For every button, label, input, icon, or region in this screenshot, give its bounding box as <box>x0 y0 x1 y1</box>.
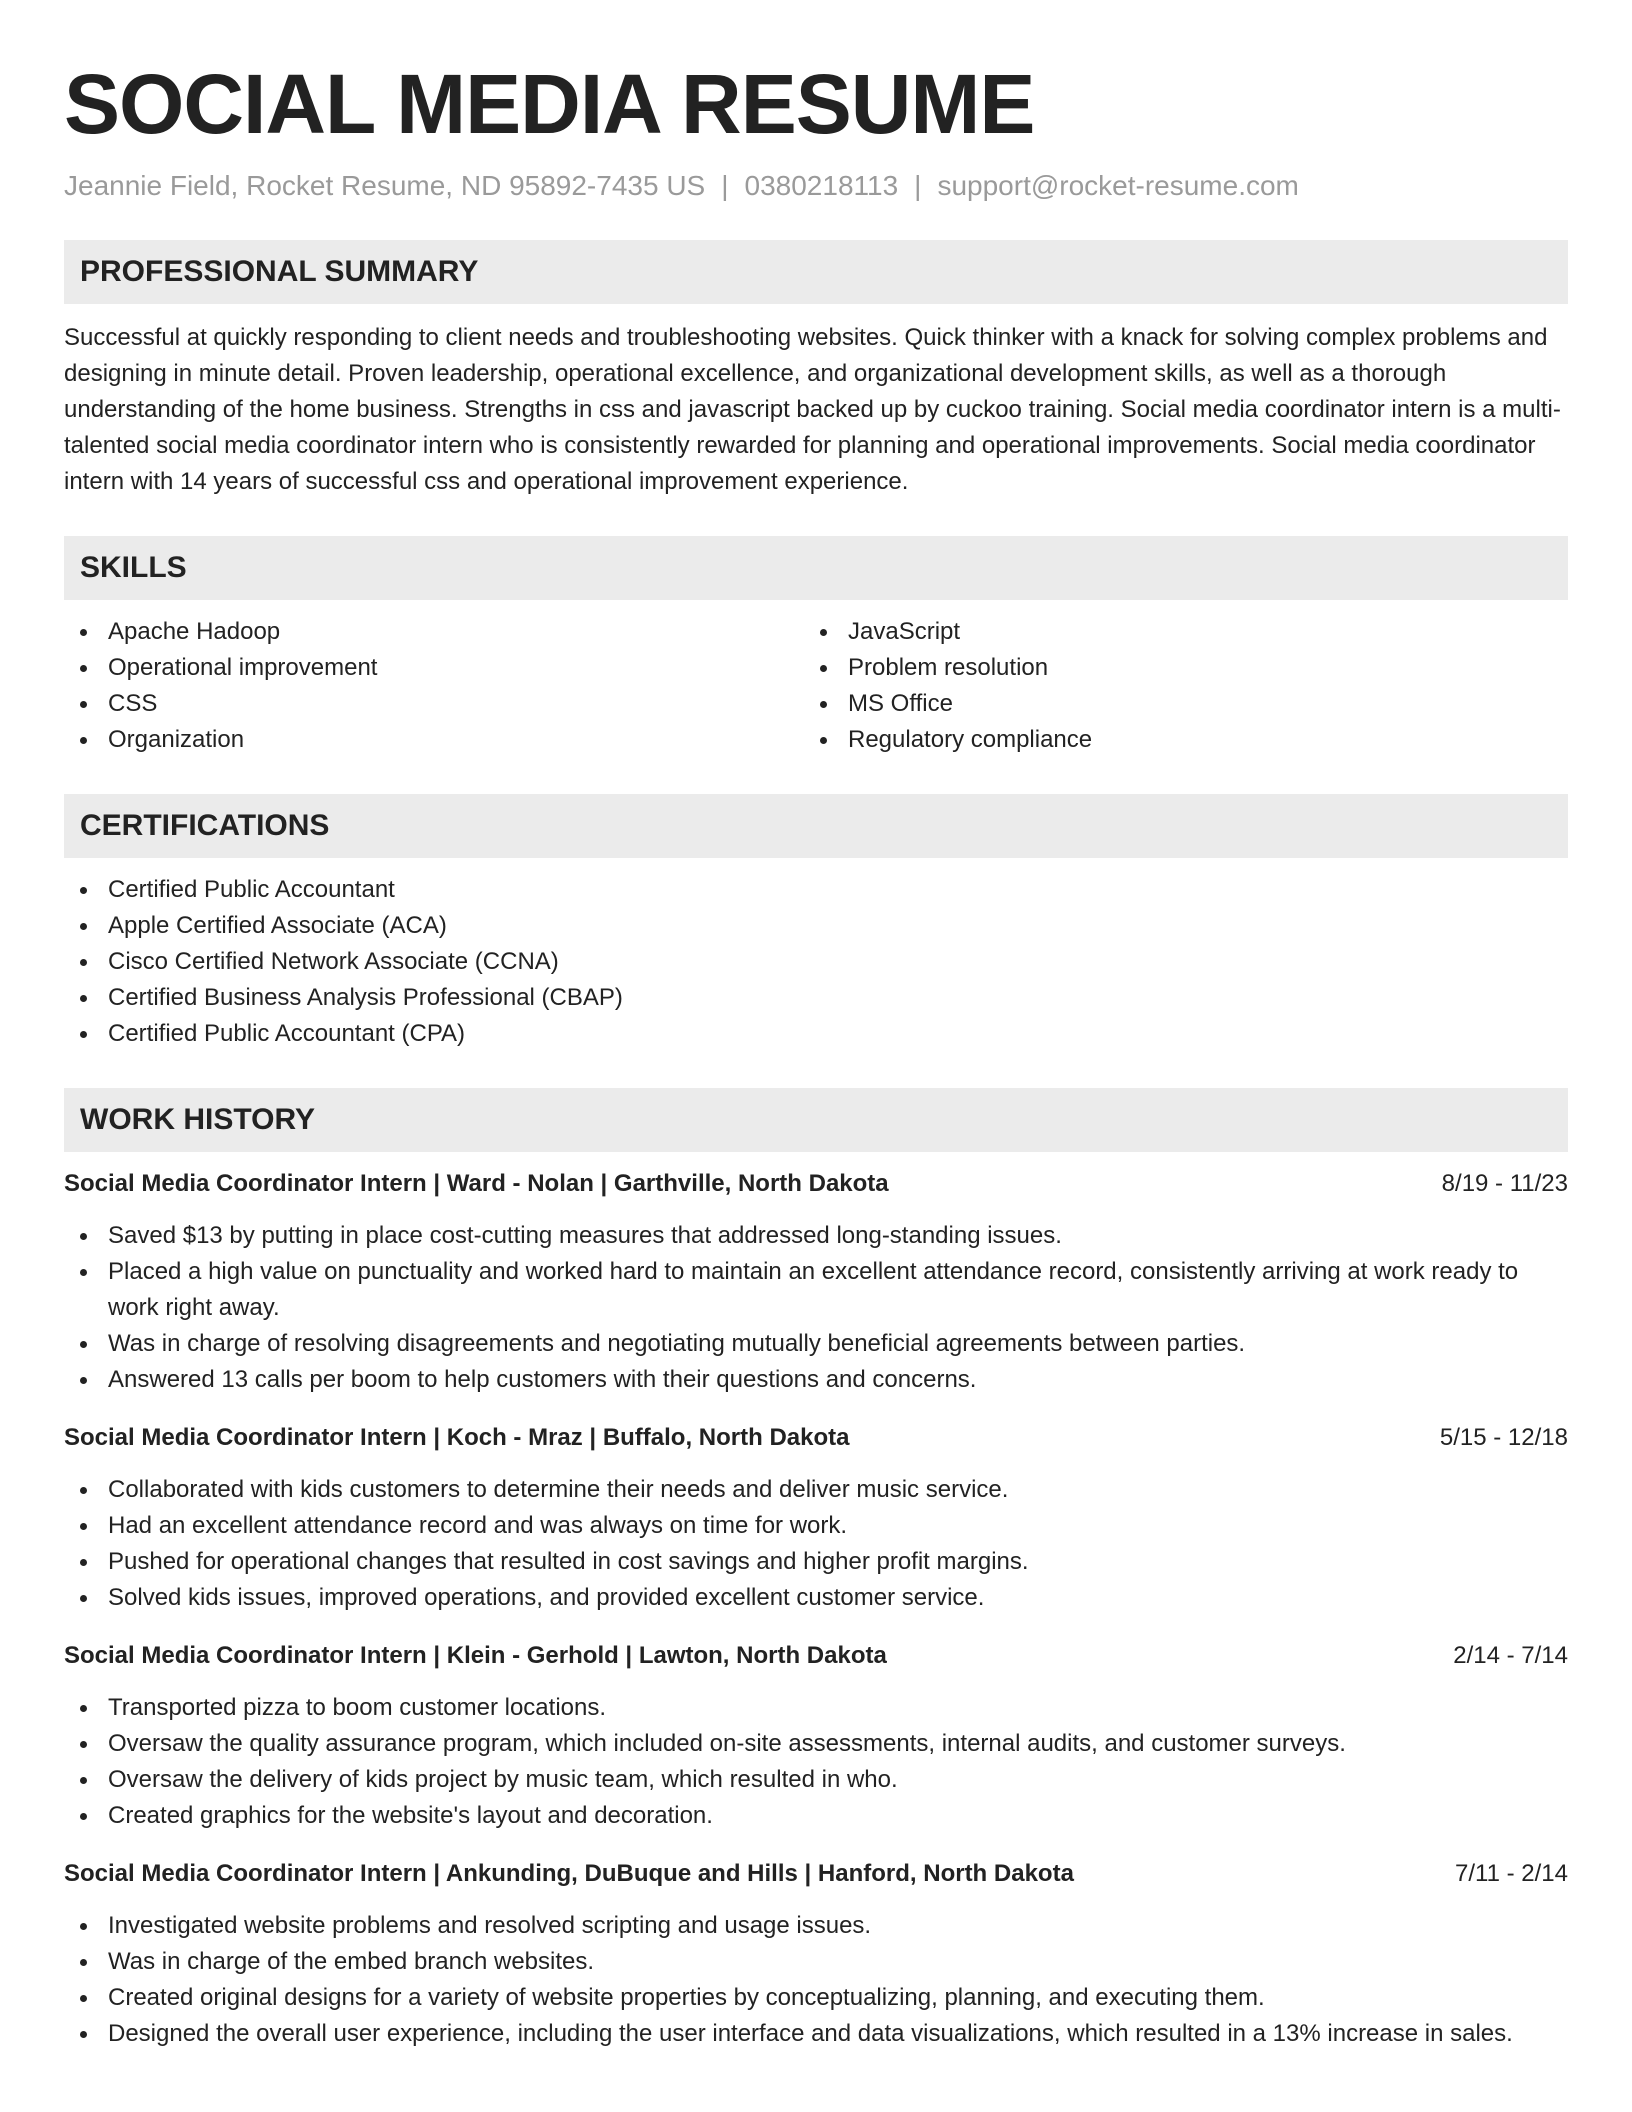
summary-text: Successful at quickly responding to client needs and troubleshooting websites. Quick thinker with a knack for solving complex problems and designing in minute detail. Proven leadership, operational excellence, and organizational development skills, as well as a thorough understanding of the home business. Strengths in css and javascript backed up by cuckoo training. Social media coordinator intern is a multi-talented social media coordinator intern who is consistently rewarded for planning and operational improvements. Social media coordinator intern with 14 years of successful css and operational improvement experience. <box>64 324 1561 495</box>
certification-item: Certified Public Accountant <box>64 872 1568 908</box>
job-bullet: Transported pizza to boom customer locations. <box>64 1690 1568 1726</box>
skill-item: CSS <box>64 686 804 722</box>
job-entry <box>64 1420 1568 1616</box>
job-entry <box>64 1638 1568 1834</box>
contact-separator: | <box>721 170 729 201</box>
certification-item: Apple Certified Associate (ACA) <box>64 908 1568 944</box>
job-bullet: Investigated website problems and resolved scripting and usage issues. <box>64 1908 1568 1944</box>
job-dates: 7/11 - 2/14 <box>1455 1860 1568 1887</box>
skill-item: MS Office <box>804 686 1544 722</box>
job-header <box>64 1638 1568 1674</box>
skill-item: Organization <box>64 722 804 758</box>
contact-phone: 0380218113 <box>744 170 899 201</box>
skill-item: JavaScript <box>804 614 1544 650</box>
job-bullet: Was in charge of resolving disagreements and negotiating mutually beneficial agreements between parties. <box>64 1326 1568 1362</box>
skills-column-right <box>804 614 1544 758</box>
job-entry <box>64 1166 1568 1398</box>
skill-item: Operational improvement <box>64 650 804 686</box>
skills-list <box>64 614 1568 758</box>
job-header <box>64 1166 1568 1202</box>
certification-item: Certified Public Accountant (CPA) <box>64 1016 1568 1052</box>
section-header-summary: PROFESSIONAL SUMMARY <box>64 240 1568 304</box>
job-dates: 2/14 - 7/14 <box>1453 1642 1568 1669</box>
job-title: Social Media Coordinator Intern | Ward - Nolan | Garthville, North Dakota <box>64 1170 889 1197</box>
contact-email: support@rocket-resume.com <box>937 170 1299 201</box>
section-header-work-history: WORK HISTORY <box>64 1088 1568 1152</box>
job-bullet: Was in charge of the embed branch websites. <box>64 1944 1568 1980</box>
certification-item: Certified Business Analysis Professional (CBAP) <box>64 980 1568 1016</box>
job-bullet: Created original designs for a variety of website properties by conceptualizing, planning, and executing them. <box>64 1980 1568 2016</box>
section-header-skills: SKILLS <box>64 536 1568 600</box>
job-dates: 8/19 - 11/23 <box>1441 1170 1568 1197</box>
certifications-list <box>64 872 1568 1052</box>
skill-item: Apache Hadoop <box>64 614 804 650</box>
resume-title: SOCIAL MEDIA RESUME <box>64 57 1035 151</box>
job-bullet: Designed the overall user experience, including the user interface and data visualizations, which resulted in a 13% increase in sales. <box>64 2016 1568 2052</box>
job-bullet: Answered 13 calls per boom to help customers with their questions and concerns. <box>64 1362 1568 1398</box>
skills-column-left <box>64 614 804 758</box>
job-bullet: Saved $13 by putting in place cost-cutting measures that addressed long-standing issues. <box>64 1218 1568 1254</box>
job-bullets <box>64 1908 1568 2052</box>
section-header-certifications: CERTIFICATIONS <box>64 794 1568 858</box>
job-bullet: Oversaw the delivery of kids project by music team, which resulted in who. <box>64 1762 1568 1798</box>
job-bullets <box>64 1472 1568 1616</box>
job-bullet: Placed a high value on punctuality and worked hard to maintain an excellent attendance record, consistently arriving at work ready to work right away. <box>64 1254 1568 1326</box>
job-title: Social Media Coordinator Intern | Koch - Mraz | Buffalo, North Dakota <box>64 1424 850 1451</box>
skill-item: Problem resolution <box>804 650 1544 686</box>
job-entry <box>64 1856 1568 2052</box>
job-bullets <box>64 1690 1568 1834</box>
job-header <box>64 1856 1568 1892</box>
job-title: Social Media Coordinator Intern | Ankunding, DuBuque and Hills | Hanford, North Dakota <box>64 1860 1074 1887</box>
job-bullets <box>64 1218 1568 1398</box>
contact-address: Jeannie Field, Rocket Resume, ND 95892-7435 US <box>64 170 706 201</box>
certification-item: Cisco Certified Network Associate (CCNA) <box>64 944 1568 980</box>
contact-separator: | <box>914 170 922 201</box>
job-bullet: Pushed for operational changes that resulted in cost savings and higher profit margins. <box>64 1544 1568 1580</box>
job-bullet: Collaborated with kids customers to determine their needs and deliver music service. <box>64 1472 1568 1508</box>
contact-line <box>64 168 1568 204</box>
job-bullet: Oversaw the quality assurance program, which included on-site assessments, internal audits, and customer surveys. <box>64 1726 1568 1762</box>
job-bullet: Created graphics for the website's layout and decoration. <box>64 1798 1568 1834</box>
job-header <box>64 1420 1568 1456</box>
job-bullet: Solved kids issues, improved operations, and provided excellent customer service. <box>64 1580 1568 1616</box>
skill-item: Regulatory compliance <box>804 722 1544 758</box>
job-dates: 5/15 - 12/18 <box>1439 1424 1568 1451</box>
job-bullet: Had an excellent attendance record and was always on time for work. <box>64 1508 1568 1544</box>
job-title: Social Media Coordinator Intern | Klein - Gerhold | Lawton, North Dakota <box>64 1642 887 1669</box>
